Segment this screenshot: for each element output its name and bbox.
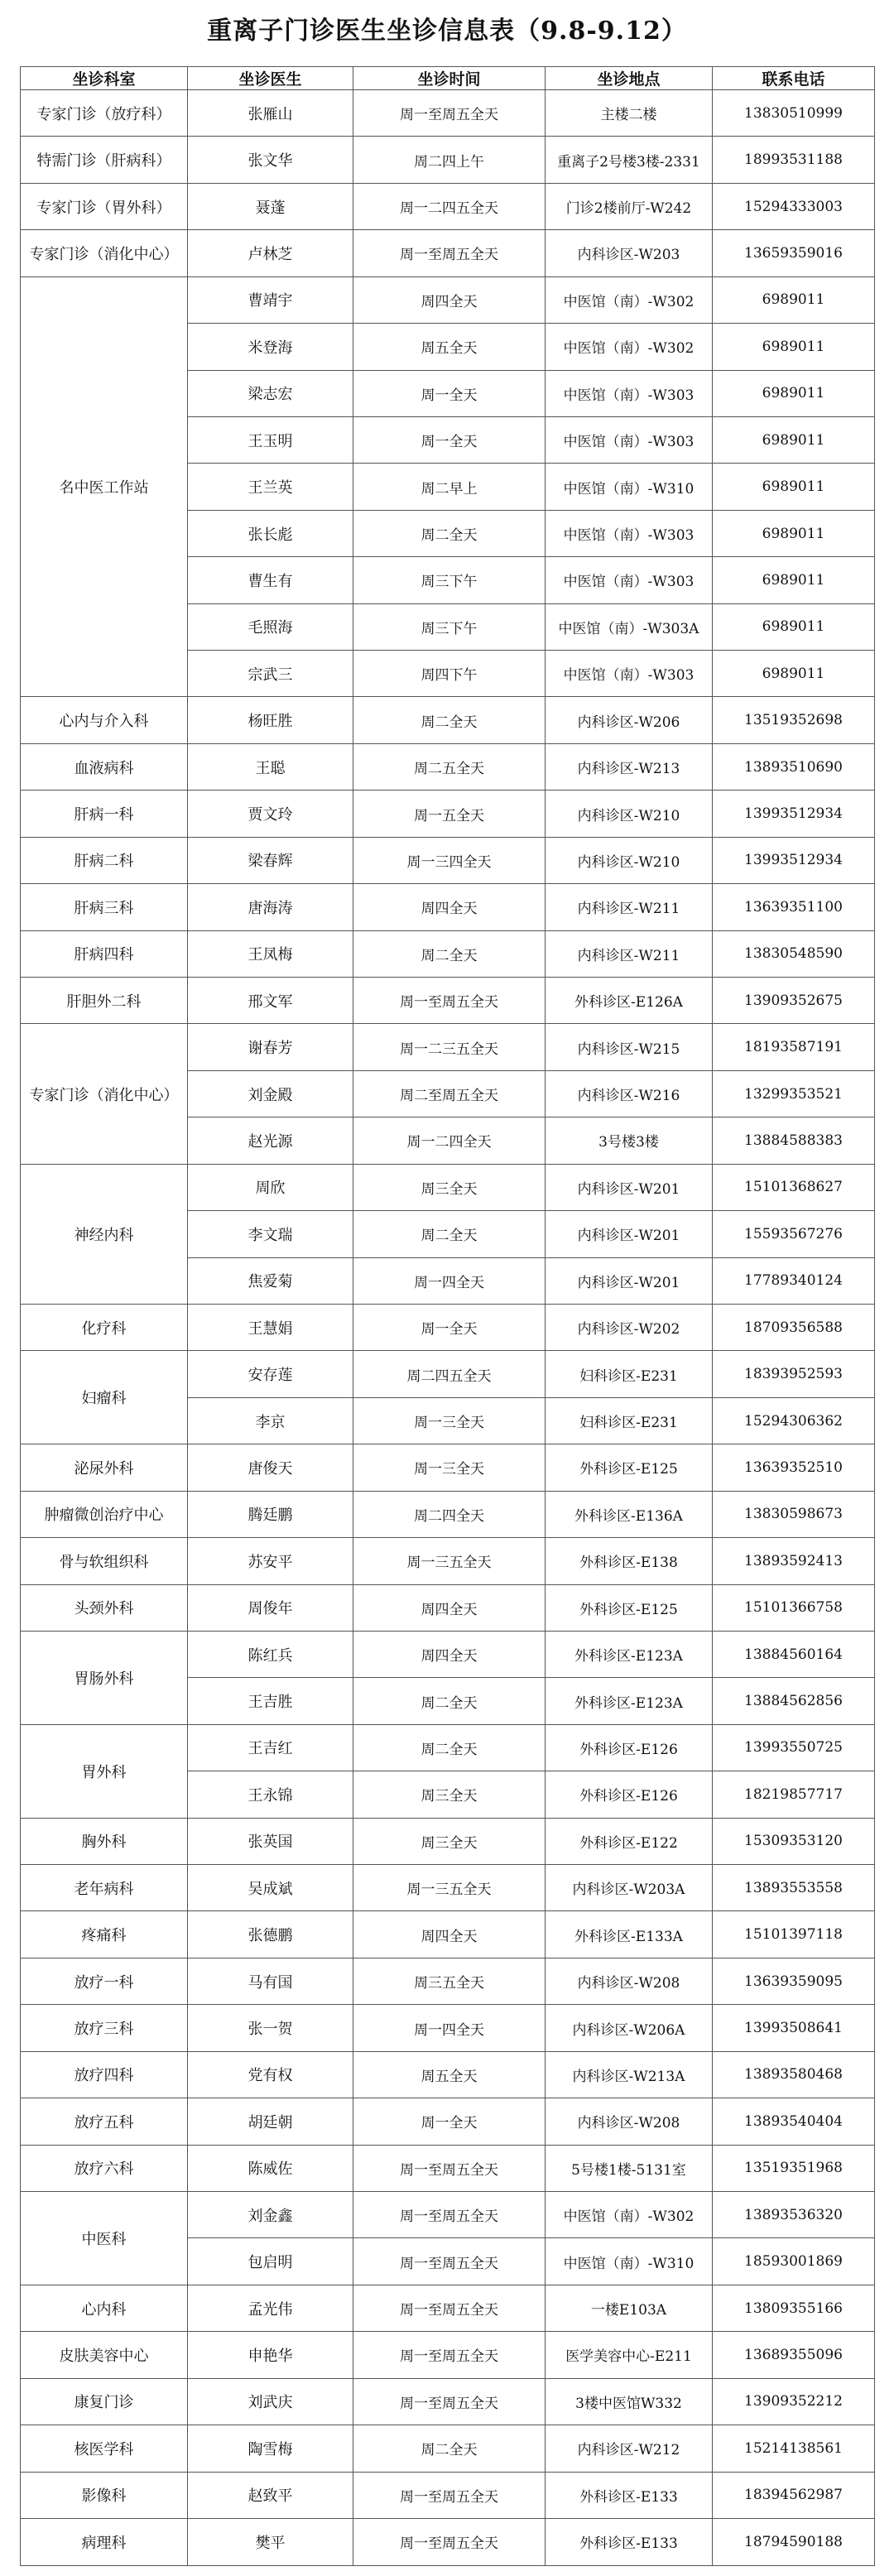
table-row bbox=[21, 2332, 875, 2378]
location-cell: 重离子2号楼3楼-2331 bbox=[546, 137, 713, 183]
phone-cell: 13639351100 bbox=[713, 884, 875, 930]
time-cell: 周一全天 bbox=[353, 416, 546, 463]
table-row bbox=[21, 1865, 875, 1911]
doctor-cell: 张长彪 bbox=[188, 510, 353, 556]
table-row bbox=[21, 1631, 875, 1677]
location-cell: 中医馆（南）-W303 bbox=[546, 557, 713, 603]
department-cell: 胃肠外科 bbox=[21, 1631, 188, 1724]
location-cell: 内科诊区-W201 bbox=[546, 1257, 713, 1304]
doctor-cell: 贾文玲 bbox=[188, 791, 353, 837]
location-cell: 中医馆（南）-W310 bbox=[546, 464, 713, 510]
doctor-cell: 梁志宏 bbox=[188, 370, 353, 416]
location-cell: 妇科诊区-E231 bbox=[546, 1397, 713, 1444]
phone-cell: 6989011 bbox=[713, 651, 875, 697]
location-cell: 内科诊区-W210 bbox=[546, 791, 713, 837]
phone-cell: 15101397118 bbox=[713, 1911, 875, 1958]
department-cell: 放疗六科 bbox=[21, 2145, 188, 2191]
doctor-cell: 聂蓬 bbox=[188, 183, 353, 229]
page-title: 重离子门诊医生坐诊信息表（9.8-9.12） bbox=[207, 17, 687, 46]
time-cell: 周一三五全天 bbox=[353, 1538, 546, 1584]
table-row bbox=[21, 1584, 875, 1631]
phone-cell: 15593567276 bbox=[713, 1211, 875, 1257]
doctor-cell: 张雁山 bbox=[188, 90, 353, 137]
table-row bbox=[21, 2425, 875, 2472]
phone-cell: 13893540404 bbox=[713, 2098, 875, 2145]
time-cell: 周一四全天 bbox=[353, 1257, 546, 1304]
table-row bbox=[21, 230, 875, 276]
phone-cell: 13519351968 bbox=[713, 2145, 875, 2191]
location-cell: 3楼中医馆W332 bbox=[546, 2378, 713, 2425]
time-cell: 周五全天 bbox=[353, 324, 546, 370]
time-cell: 周二全天 bbox=[353, 697, 546, 743]
time-cell: 周三下午 bbox=[353, 557, 546, 603]
header-location: 坐诊地点 bbox=[546, 67, 713, 90]
phone-cell: 13993512934 bbox=[713, 837, 875, 883]
phone-cell: 13884562856 bbox=[713, 1678, 875, 1724]
doctor-cell: 党有权 bbox=[188, 2051, 353, 2098]
table-row bbox=[21, 1911, 875, 1958]
location-cell: 内科诊区-W206A bbox=[546, 2005, 713, 2051]
phone-cell: 13893580468 bbox=[713, 2051, 875, 2098]
table-row bbox=[21, 2191, 875, 2237]
phone-cell: 18709356588 bbox=[713, 1304, 875, 1350]
department-cell: 心内科 bbox=[21, 2285, 188, 2331]
time-cell: 周一三四全天 bbox=[353, 837, 546, 883]
department-cell: 影像科 bbox=[21, 2472, 188, 2518]
department-cell: 核医学科 bbox=[21, 2425, 188, 2472]
phone-cell: 18394562987 bbox=[713, 2472, 875, 2518]
time-cell: 周一三全天 bbox=[353, 1444, 546, 1491]
doctor-cell: 张德鹏 bbox=[188, 1911, 353, 1958]
department-cell: 肝病三科 bbox=[21, 884, 188, 930]
doctor-cell: 曹生有 bbox=[188, 557, 353, 603]
location-cell: 内科诊区-W208 bbox=[546, 2098, 713, 2145]
location-cell: 内科诊区-W208 bbox=[546, 1958, 713, 2004]
phone-cell: 13659359016 bbox=[713, 230, 875, 276]
doctor-cell: 焦爱菊 bbox=[188, 1257, 353, 1304]
location-cell: 外科诊区-E123A bbox=[546, 1631, 713, 1677]
table-row bbox=[21, 2472, 875, 2518]
table-row bbox=[21, 2145, 875, 2191]
phone-cell: 13689355096 bbox=[713, 2332, 875, 2378]
time-cell: 周三下午 bbox=[353, 603, 546, 650]
department-cell: 肝病四科 bbox=[21, 930, 188, 977]
location-cell: 外科诊区-E133 bbox=[546, 2472, 713, 2518]
time-cell: 周二四上午 bbox=[353, 137, 546, 183]
phone-cell: 15294333003 bbox=[713, 183, 875, 229]
phone-cell: 13993512934 bbox=[713, 791, 875, 837]
table-row bbox=[21, 743, 875, 790]
phone-cell: 13893553558 bbox=[713, 1865, 875, 1911]
table-row bbox=[21, 2518, 875, 2565]
department-cell: 病理科 bbox=[21, 2518, 188, 2565]
time-cell: 周三全天 bbox=[353, 1164, 546, 1210]
location-cell: 外科诊区-E126A bbox=[546, 978, 713, 1024]
time-cell: 周二全天 bbox=[353, 1724, 546, 1771]
time-cell: 周一至周五全天 bbox=[353, 2191, 546, 2237]
time-cell: 周一至周五全天 bbox=[353, 90, 546, 137]
time-cell: 周二五全天 bbox=[353, 743, 546, 790]
department-cell: 疼痛科 bbox=[21, 1911, 188, 1958]
header-department: 坐诊科室 bbox=[21, 67, 188, 90]
time-cell: 周四全天 bbox=[353, 884, 546, 930]
phone-cell: 18794590188 bbox=[713, 2518, 875, 2565]
department-cell: 名中医工作站 bbox=[21, 276, 188, 697]
location-cell: 主楼二楼 bbox=[546, 90, 713, 137]
doctor-cell: 唐海涛 bbox=[188, 884, 353, 930]
doctor-cell: 王兰英 bbox=[188, 464, 353, 510]
location-cell: 外科诊区-E125 bbox=[546, 1444, 713, 1491]
phone-cell: 15294306362 bbox=[713, 1397, 875, 1444]
location-cell: 内科诊区-W215 bbox=[546, 1024, 713, 1070]
location-cell: 3号楼3楼 bbox=[546, 1117, 713, 1164]
time-cell: 周二早上 bbox=[353, 464, 546, 510]
location-cell: 内科诊区-W213A bbox=[546, 2051, 713, 2098]
time-cell: 周一全天 bbox=[353, 1304, 546, 1350]
doctor-cell: 王聪 bbox=[188, 743, 353, 790]
table-row bbox=[21, 1024, 875, 1070]
time-cell: 周一至周五全天 bbox=[353, 2145, 546, 2191]
department-cell: 骨与软组织科 bbox=[21, 1538, 188, 1584]
time-cell: 周一二四五全天 bbox=[353, 183, 546, 229]
doctor-cell: 张英国 bbox=[188, 1818, 353, 1864]
phone-cell: 13639352510 bbox=[713, 1444, 875, 1491]
phone-cell: 6989011 bbox=[713, 370, 875, 416]
time-cell: 周一二四全天 bbox=[353, 1117, 546, 1164]
table-row bbox=[21, 2098, 875, 2145]
location-cell: 一楼E103A bbox=[546, 2285, 713, 2331]
doctor-cell: 马有国 bbox=[188, 1958, 353, 2004]
doctor-cell: 卢林芝 bbox=[188, 230, 353, 276]
location-cell: 中医馆（南）-W302 bbox=[546, 276, 713, 323]
location-cell: 外科诊区-E133 bbox=[546, 2518, 713, 2565]
phone-cell: 13809355166 bbox=[713, 2285, 875, 2331]
location-cell: 中医馆（南）-W303A bbox=[546, 603, 713, 650]
header-phone: 联系电话 bbox=[713, 67, 875, 90]
doctor-cell: 刘金鑫 bbox=[188, 2191, 353, 2237]
time-cell: 周二至周五全天 bbox=[353, 1070, 546, 1117]
time-cell: 周二全天 bbox=[353, 510, 546, 556]
doctor-cell: 唐俊天 bbox=[188, 1444, 353, 1491]
location-cell: 内科诊区-W216 bbox=[546, 1070, 713, 1117]
department-cell: 化疗科 bbox=[21, 1304, 188, 1350]
location-cell: 外科诊区-E125 bbox=[546, 1584, 713, 1631]
time-cell: 周四全天 bbox=[353, 1584, 546, 1631]
location-cell: 内科诊区-W211 bbox=[546, 884, 713, 930]
location-cell: 外科诊区-E123A bbox=[546, 1678, 713, 1724]
time-cell: 周四全天 bbox=[353, 276, 546, 323]
phone-cell: 15214138561 bbox=[713, 2425, 875, 2472]
department-cell: 泌尿外科 bbox=[21, 1444, 188, 1491]
doctor-cell: 苏安平 bbox=[188, 1538, 353, 1584]
phone-cell: 6989011 bbox=[713, 557, 875, 603]
department-cell: 放疗四科 bbox=[21, 2051, 188, 2098]
location-cell: 5号楼1楼-5131室 bbox=[546, 2145, 713, 2191]
phone-cell: 15101366758 bbox=[713, 1584, 875, 1631]
doctor-cell: 王凤梅 bbox=[188, 930, 353, 977]
department-cell: 皮肤美容中心 bbox=[21, 2332, 188, 2378]
table-row bbox=[21, 1958, 875, 2004]
department-cell: 中医科 bbox=[21, 2191, 188, 2285]
location-cell: 中医馆（南）-W303 bbox=[546, 370, 713, 416]
department-cell: 康复门诊 bbox=[21, 2378, 188, 2425]
table-row bbox=[21, 884, 875, 930]
header-row bbox=[21, 67, 875, 90]
phone-cell: 18193587191 bbox=[713, 1024, 875, 1070]
doctor-cell: 陈红兵 bbox=[188, 1631, 353, 1677]
doctor-cell: 毛照海 bbox=[188, 603, 353, 650]
location-cell: 中医馆（南）-W303 bbox=[546, 416, 713, 463]
doctor-cell: 孟光伟 bbox=[188, 2285, 353, 2331]
phone-cell: 13893592413 bbox=[713, 1538, 875, 1584]
doctor-cell: 梁春辉 bbox=[188, 837, 353, 883]
department-cell: 特需门诊（肝病科） bbox=[21, 137, 188, 183]
department-cell: 专家门诊（消化中心） bbox=[21, 1024, 188, 1164]
phone-cell: 13884588383 bbox=[713, 1117, 875, 1164]
doctor-cell: 申艳华 bbox=[188, 2332, 353, 2378]
phone-cell: 6989011 bbox=[713, 416, 875, 463]
table-row bbox=[21, 1491, 875, 1537]
doctor-cell: 周俊年 bbox=[188, 1584, 353, 1631]
phone-cell: 13993508641 bbox=[713, 2005, 875, 2051]
header-time: 坐诊时间 bbox=[353, 67, 546, 90]
table-row bbox=[21, 90, 875, 137]
department-cell: 神经内科 bbox=[21, 1164, 188, 1304]
time-cell: 周一二三五全天 bbox=[353, 1024, 546, 1070]
phone-cell: 15101368627 bbox=[713, 1164, 875, 1210]
phone-cell: 6989011 bbox=[713, 510, 875, 556]
doctor-cell: 米登海 bbox=[188, 324, 353, 370]
location-cell: 内科诊区-W202 bbox=[546, 1304, 713, 1350]
location-cell: 外科诊区-E122 bbox=[546, 1818, 713, 1864]
phone-cell: 15309353120 bbox=[713, 1818, 875, 1864]
doctor-cell: 王永锦 bbox=[188, 1771, 353, 1818]
phone-cell: 13893536320 bbox=[713, 2191, 875, 2237]
time-cell: 周一至周五全天 bbox=[353, 2472, 546, 2518]
department-cell: 肿瘤微创治疗中心 bbox=[21, 1491, 188, 1537]
table-body bbox=[21, 90, 875, 2566]
table-row bbox=[21, 930, 875, 977]
time-cell: 周一至周五全天 bbox=[353, 978, 546, 1024]
department-cell: 胃外科 bbox=[21, 1724, 188, 1818]
time-cell: 周五全天 bbox=[353, 2051, 546, 2098]
location-cell: 医学美容中心-E211 bbox=[546, 2332, 713, 2378]
time-cell: 周一三全天 bbox=[353, 1397, 546, 1444]
location-cell: 内科诊区-W213 bbox=[546, 743, 713, 790]
time-cell: 周一三五全天 bbox=[353, 1865, 546, 1911]
time-cell: 周二四全天 bbox=[353, 1491, 546, 1537]
time-cell: 周一至周五全天 bbox=[353, 2285, 546, 2331]
doctor-cell: 樊平 bbox=[188, 2518, 353, 2565]
doctor-cell: 陶雪梅 bbox=[188, 2425, 353, 2472]
schedule-table bbox=[20, 66, 875, 2566]
time-cell: 周四全天 bbox=[353, 1911, 546, 1958]
time-cell: 周四全天 bbox=[353, 1631, 546, 1677]
phone-cell: 18393952593 bbox=[713, 1351, 875, 1397]
doctor-cell: 张文华 bbox=[188, 137, 353, 183]
header-doctor: 坐诊医生 bbox=[188, 67, 353, 90]
location-cell: 中医馆（南）-W302 bbox=[546, 2191, 713, 2237]
table-row bbox=[21, 2378, 875, 2425]
doctor-cell: 胡廷朝 bbox=[188, 2098, 353, 2145]
doctor-cell: 包启明 bbox=[188, 2238, 353, 2285]
time-cell: 周一至周五全天 bbox=[353, 2518, 546, 2565]
department-cell: 专家门诊（胃外科） bbox=[21, 183, 188, 229]
phone-cell: 13884560164 bbox=[713, 1631, 875, 1677]
table-row bbox=[21, 1538, 875, 1584]
doctor-cell: 张一贺 bbox=[188, 2005, 353, 2051]
doctor-cell: 宗武三 bbox=[188, 651, 353, 697]
doctor-cell: 腾廷鹏 bbox=[188, 1491, 353, 1537]
time-cell: 周二全天 bbox=[353, 1678, 546, 1724]
phone-cell: 13893510690 bbox=[713, 743, 875, 790]
location-cell: 外科诊区-E133A bbox=[546, 1911, 713, 1958]
department-cell: 老年病科 bbox=[21, 1865, 188, 1911]
doctor-cell: 王吉胜 bbox=[188, 1678, 353, 1724]
phone-cell: 13830510999 bbox=[713, 90, 875, 137]
location-cell: 中医馆（南）-W302 bbox=[546, 324, 713, 370]
time-cell: 周二全天 bbox=[353, 1211, 546, 1257]
doctor-cell: 刘武庆 bbox=[188, 2378, 353, 2425]
doctor-cell: 赵致平 bbox=[188, 2472, 353, 2518]
table-row bbox=[21, 697, 875, 743]
table-row bbox=[21, 1444, 875, 1491]
department-cell: 肝病二科 bbox=[21, 837, 188, 883]
time-cell: 周三五全天 bbox=[353, 1958, 546, 2004]
time-cell: 周一至周五全天 bbox=[353, 230, 546, 276]
table-row bbox=[21, 2285, 875, 2331]
doctor-cell: 刘金殿 bbox=[188, 1070, 353, 1117]
table-row bbox=[21, 978, 875, 1024]
phone-cell: 17789340124 bbox=[713, 1257, 875, 1304]
location-cell: 内科诊区-W203A bbox=[546, 1865, 713, 1911]
time-cell: 周二全天 bbox=[353, 2425, 546, 2472]
department-cell: 肝胆外二科 bbox=[21, 978, 188, 1024]
doctor-cell: 杨旺胜 bbox=[188, 697, 353, 743]
department-cell: 专家门诊（放疗科） bbox=[21, 90, 188, 137]
location-cell: 中医馆（南）-W310 bbox=[546, 2238, 713, 2285]
department-cell: 胸外科 bbox=[21, 1818, 188, 1864]
phone-cell: 18993531188 bbox=[713, 137, 875, 183]
location-cell: 内科诊区-W206 bbox=[546, 697, 713, 743]
table-row bbox=[21, 1818, 875, 1864]
table-row bbox=[21, 1724, 875, 1771]
location-cell: 中医馆（南）-W303 bbox=[546, 651, 713, 697]
time-cell: 周一至周五全天 bbox=[353, 2378, 546, 2425]
table-row bbox=[21, 1351, 875, 1397]
doctor-cell: 王慧娟 bbox=[188, 1304, 353, 1350]
time-cell: 周一至周五全天 bbox=[353, 2238, 546, 2285]
table-row bbox=[21, 837, 875, 883]
doctor-cell: 王吉红 bbox=[188, 1724, 353, 1771]
table-row bbox=[21, 276, 875, 323]
time-cell: 周三全天 bbox=[353, 1818, 546, 1864]
phone-cell: 6989011 bbox=[713, 324, 875, 370]
location-cell: 内科诊区-W203 bbox=[546, 230, 713, 276]
time-cell: 周二四五全天 bbox=[353, 1351, 546, 1397]
doctor-cell: 邢文军 bbox=[188, 978, 353, 1024]
location-cell: 外科诊区-E138 bbox=[546, 1538, 713, 1584]
doctor-cell: 谢春芳 bbox=[188, 1024, 353, 1070]
location-cell: 外科诊区-E126 bbox=[546, 1724, 713, 1771]
doctor-cell: 曹靖宇 bbox=[188, 276, 353, 323]
table-row bbox=[21, 137, 875, 183]
department-cell: 放疗五科 bbox=[21, 2098, 188, 2145]
location-cell: 门诊2楼前厅-W242 bbox=[546, 183, 713, 229]
phone-cell: 13830548590 bbox=[713, 930, 875, 977]
phone-cell: 13639359095 bbox=[713, 1958, 875, 2004]
department-cell: 妇瘤科 bbox=[21, 1351, 188, 1444]
department-cell: 心内与介入科 bbox=[21, 697, 188, 743]
table-row bbox=[21, 183, 875, 229]
doctor-cell: 李京 bbox=[188, 1397, 353, 1444]
phone-cell: 13299353521 bbox=[713, 1070, 875, 1117]
location-cell: 妇科诊区-E231 bbox=[546, 1351, 713, 1397]
phone-cell: 6989011 bbox=[713, 464, 875, 510]
doctor-cell: 李文瑞 bbox=[188, 1211, 353, 1257]
phone-cell: 18593001869 bbox=[713, 2238, 875, 2285]
time-cell: 周一全天 bbox=[353, 2098, 546, 2145]
phone-cell: 13993550725 bbox=[713, 1724, 875, 1771]
department-cell: 放疗一科 bbox=[21, 1958, 188, 2004]
department-cell: 专家门诊（消化中心） bbox=[21, 230, 188, 276]
table-row bbox=[21, 791, 875, 837]
location-cell: 内科诊区-W201 bbox=[546, 1164, 713, 1210]
department-cell: 血液病科 bbox=[21, 743, 188, 790]
phone-cell: 6989011 bbox=[713, 603, 875, 650]
time-cell: 周一五全天 bbox=[353, 791, 546, 837]
table-row bbox=[21, 2005, 875, 2051]
time-cell: 周二全天 bbox=[353, 930, 546, 977]
department-cell: 肝病一科 bbox=[21, 791, 188, 837]
phone-cell: 18219857717 bbox=[713, 1771, 875, 1818]
phone-cell: 13909352212 bbox=[713, 2378, 875, 2425]
table-row bbox=[21, 2051, 875, 2098]
time-cell: 周四下午 bbox=[353, 651, 546, 697]
time-cell: 周一四全天 bbox=[353, 2005, 546, 2051]
time-cell: 周一至周五全天 bbox=[353, 2332, 546, 2378]
phone-cell: 13909352675 bbox=[713, 978, 875, 1024]
doctor-cell: 吴成斌 bbox=[188, 1865, 353, 1911]
time-cell: 周三全天 bbox=[353, 1771, 546, 1818]
doctor-cell: 安存莲 bbox=[188, 1351, 353, 1397]
location-cell: 内科诊区-W212 bbox=[546, 2425, 713, 2472]
time-cell: 周一全天 bbox=[353, 370, 546, 416]
location-cell: 内科诊区-W211 bbox=[546, 930, 713, 977]
phone-cell: 13830598673 bbox=[713, 1491, 875, 1537]
department-cell: 放疗三科 bbox=[21, 2005, 188, 2051]
doctor-cell: 周欣 bbox=[188, 1164, 353, 1210]
location-cell: 外科诊区-E136A bbox=[546, 1491, 713, 1537]
location-cell: 中医馆（南）-W303 bbox=[546, 510, 713, 556]
location-cell: 内科诊区-W201 bbox=[546, 1211, 713, 1257]
location-cell: 外科诊区-E126 bbox=[546, 1771, 713, 1818]
department-cell: 头颈外科 bbox=[21, 1584, 188, 1631]
phone-cell: 13519352698 bbox=[713, 697, 875, 743]
doctor-cell: 赵光源 bbox=[188, 1117, 353, 1164]
phone-cell: 6989011 bbox=[713, 276, 875, 323]
table-row bbox=[21, 1304, 875, 1350]
doctor-cell: 陈威佐 bbox=[188, 2145, 353, 2191]
doctor-cell: 王玉明 bbox=[188, 416, 353, 463]
table-row bbox=[21, 1164, 875, 1210]
location-cell: 内科诊区-W210 bbox=[546, 837, 713, 883]
